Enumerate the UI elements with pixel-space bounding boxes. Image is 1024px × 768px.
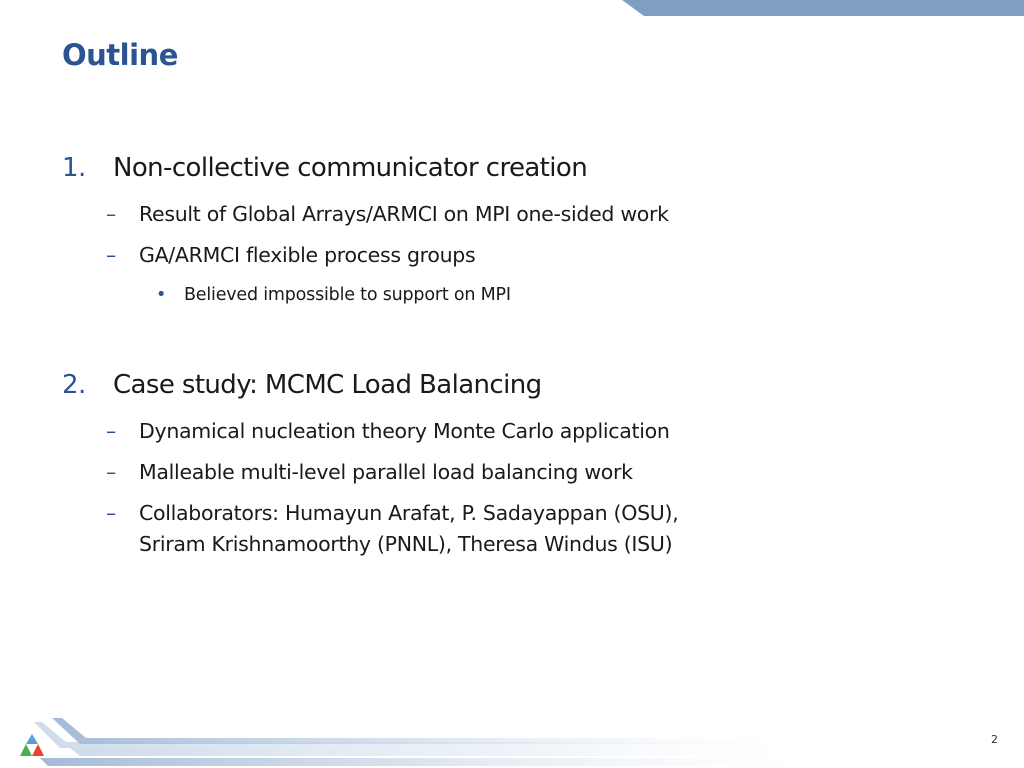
sub-sub-item: [156, 285, 511, 305]
outline-item-2: [62, 370, 542, 400]
sub-item-text: Result of Global Arrays/ARMCI on MPI one-sided work: [139, 202, 669, 226]
bullet-marker: •: [156, 285, 167, 305]
bottom-decorative-band: [0, 708, 1024, 768]
sub-item-text: Malleable multi-level parallel load balancing work: [139, 460, 633, 484]
dash-marker: –: [106, 460, 116, 484]
sub-item-text: Dynamical nucleation theory Monte Carlo application: [139, 419, 670, 443]
sub-item: [106, 498, 678, 560]
item-text: Non-collective communicator creation: [113, 153, 588, 183]
sub-item: [106, 457, 633, 488]
dash-marker: –: [106, 419, 116, 443]
sub-item-text: Collaborators: Humayun Arafat, P. Sadayappan (OSU),: [139, 501, 679, 525]
sub-sub-item-text: Believed impossible to support on MPI: [184, 285, 511, 305]
page-number: 2: [991, 733, 998, 746]
sub-item: [106, 240, 475, 271]
item-text: Case study: MCMC Load Balancing: [113, 370, 542, 400]
sub-item: [106, 416, 670, 447]
item-number: 2.: [62, 370, 86, 400]
dash-marker: –: [106, 501, 116, 525]
item-number: 1.: [62, 153, 86, 183]
sub-item-text-continued: Sriram Krishnamoorthy (PNNL), Theresa Windus (ISU): [139, 532, 673, 556]
sub-item: [106, 199, 669, 230]
dash-marker: –: [106, 243, 116, 267]
logo-icon: [18, 732, 46, 758]
dash-marker: –: [106, 202, 116, 226]
outline-item-1: [62, 153, 587, 183]
sub-item-text: GA/ARMCI flexible process groups: [139, 243, 476, 267]
slide-title: Outline: [62, 38, 178, 72]
